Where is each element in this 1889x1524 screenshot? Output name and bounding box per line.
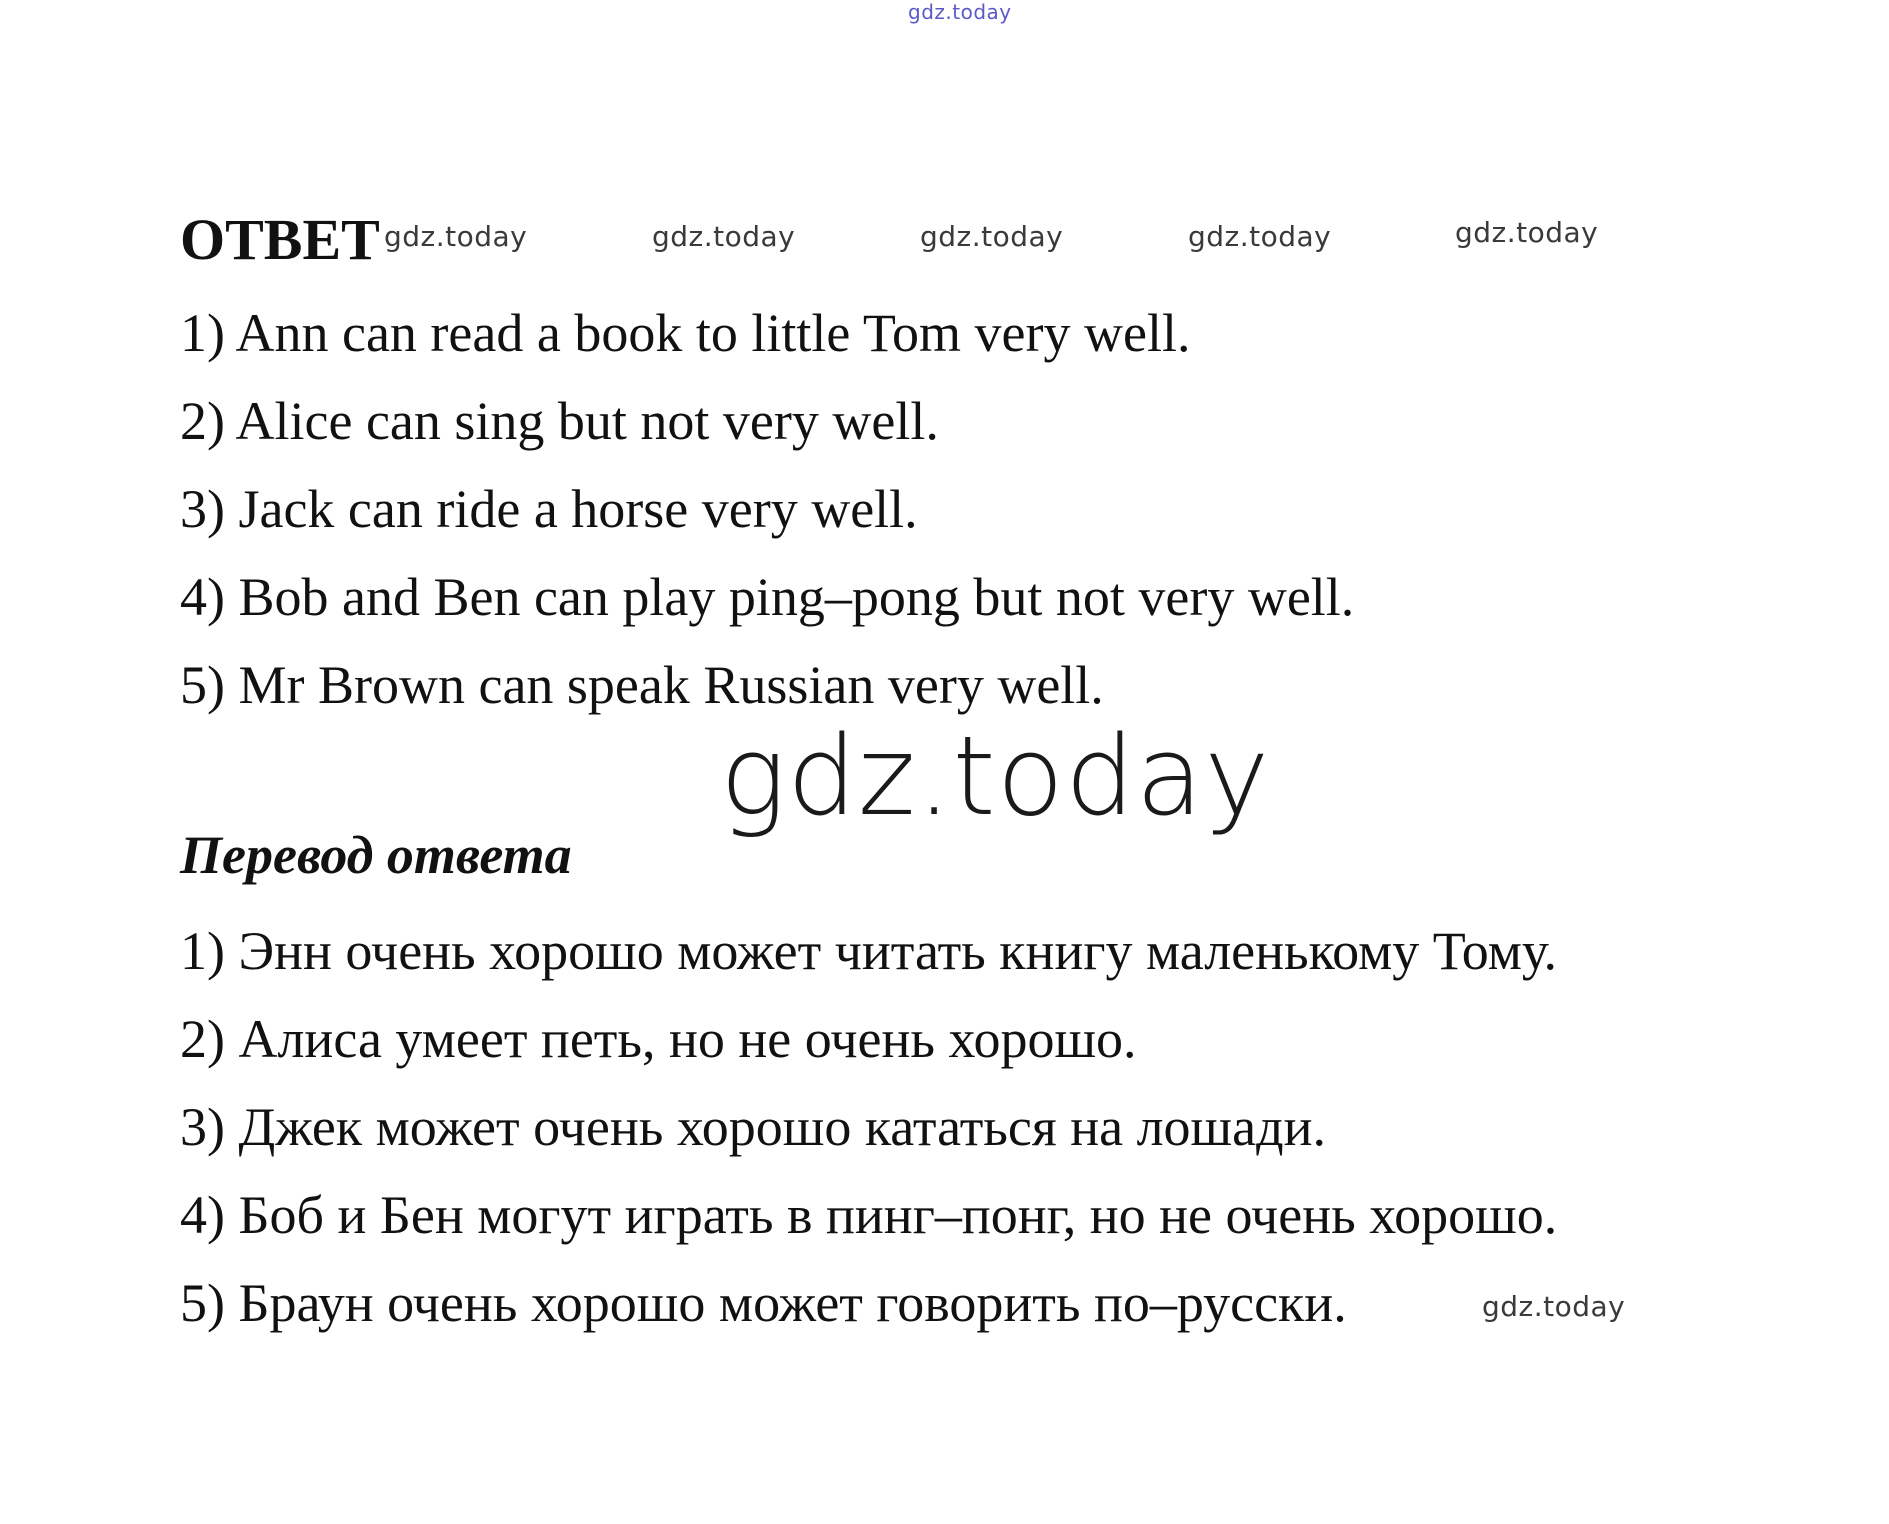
- translation-line-4: 4) Боб и Бен могут играть в пинг–понг, но не очень хорошо.: [180, 1185, 1558, 1245]
- watermark-header-1: gdz.today: [384, 220, 528, 253]
- translation-heading: Перевод ответа: [180, 825, 572, 885]
- answer-line-3: 3) Jack can ride a horse very well.: [180, 479, 918, 539]
- watermark-top: gdz.today: [908, 0, 1012, 24]
- translation-line-1: 1) Энн очень хорошо может читать книгу маленькому Тому.: [180, 921, 1557, 981]
- watermark-tail: gdz.today: [1482, 1290, 1626, 1323]
- answer-line-4: 4) Bob and Ben can play ping–pong but not very well.: [180, 567, 1355, 627]
- watermark-header-3: gdz.today: [920, 220, 1064, 253]
- answer-line-5: 5) Mr Brown can speak Russian very well.: [180, 655, 1104, 715]
- watermark-header-2: gdz.today: [652, 220, 796, 253]
- translation-line-2: 2) Алиса умеет петь, но не очень хорошо.: [180, 1009, 1137, 1069]
- watermark-center: gdz.today: [720, 712, 1271, 840]
- translation-line-3: 3) Джек может очень хорошо кататься на лошади.: [180, 1097, 1326, 1157]
- answer-line-2: 2) Alice can sing but not very well.: [180, 391, 939, 451]
- watermark-header-5: gdz.today: [1455, 216, 1599, 249]
- translation-line-5: 5) Браун очень хорошо может говорить по–русски.: [180, 1273, 1347, 1333]
- answer-line-1: 1) Ann can read a book to little Tom very well.: [180, 303, 1191, 363]
- answer-heading: ОТВЕТ: [180, 207, 380, 272]
- watermark-header-4: gdz.today: [1188, 220, 1332, 253]
